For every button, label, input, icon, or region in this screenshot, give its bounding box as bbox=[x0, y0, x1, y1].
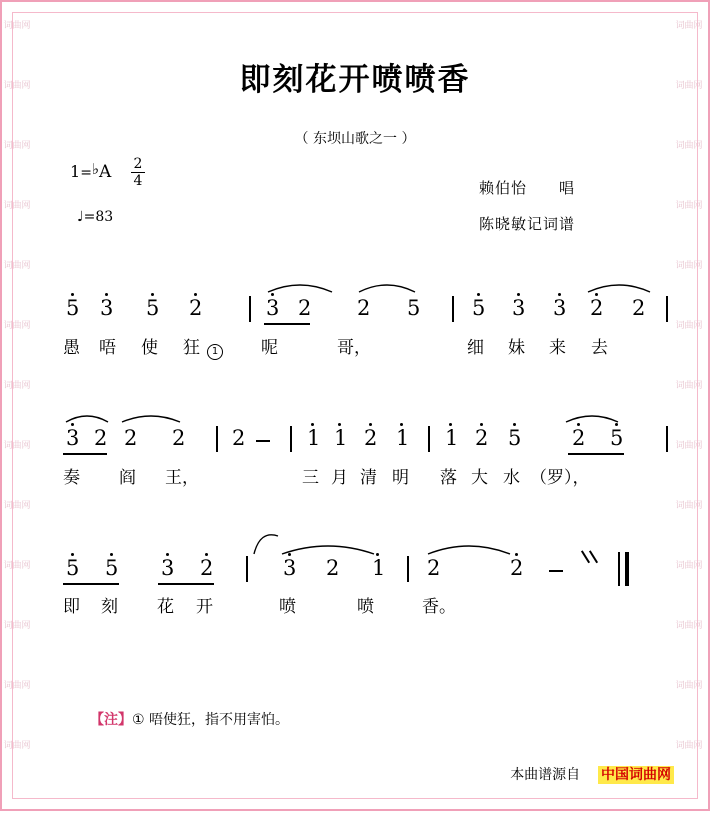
barline bbox=[290, 426, 292, 452]
slur bbox=[586, 278, 652, 294]
beam-underline bbox=[568, 453, 624, 455]
note: 3 bbox=[100, 296, 114, 320]
note: 5 bbox=[66, 296, 80, 320]
watermark-text: 词曲网 bbox=[675, 680, 703, 690]
watermark-text: 词曲网 bbox=[675, 500, 703, 510]
page-title: 即刻花开喷喷香 bbox=[239, 62, 471, 98]
note: 2 bbox=[357, 296, 371, 320]
lyric: 呢 bbox=[261, 338, 278, 358]
lyric: 落 bbox=[440, 468, 457, 488]
lyric: 阎 bbox=[119, 468, 136, 488]
key-signature-letter: A bbox=[99, 162, 112, 182]
watermark-text: 词曲网 bbox=[675, 140, 703, 150]
lyric: 奏 bbox=[63, 468, 80, 488]
octave-dot-above bbox=[369, 423, 372, 426]
watermark-text: 词曲网 bbox=[3, 200, 31, 210]
octave-dot-above bbox=[338, 423, 341, 426]
note: 2 bbox=[172, 426, 186, 450]
lyric: 三 bbox=[302, 468, 319, 488]
time-signature bbox=[131, 157, 145, 188]
barline bbox=[407, 556, 409, 582]
note: 3 bbox=[283, 556, 297, 580]
note: 2 bbox=[232, 426, 246, 450]
watermark-text: 词曲网 bbox=[675, 20, 703, 30]
lyric: 唔 bbox=[99, 338, 116, 358]
slur bbox=[564, 410, 620, 424]
note: 2 bbox=[364, 426, 378, 450]
watermark-text: 词曲网 bbox=[3, 80, 31, 90]
octave-dot-above bbox=[477, 293, 480, 296]
octave-dot-above bbox=[105, 293, 108, 296]
note: 1 bbox=[396, 426, 410, 450]
lyric: 清 bbox=[360, 468, 377, 488]
slur bbox=[252, 530, 282, 556]
octave-dot-above bbox=[194, 293, 197, 296]
lyric: 大 bbox=[471, 468, 488, 488]
lyric: 去 bbox=[591, 338, 608, 358]
barline bbox=[216, 426, 218, 452]
note: 2 bbox=[94, 426, 108, 450]
octave-dot-above bbox=[110, 553, 113, 556]
footer-source-label: 本曲谱源自 bbox=[510, 767, 581, 783]
watermark-text: 词曲网 bbox=[3, 320, 31, 330]
time-signature-beats: 2 bbox=[133, 156, 143, 172]
lyric: 明 bbox=[392, 468, 409, 488]
footnote bbox=[90, 709, 289, 729]
watermark-text: 词曲网 bbox=[3, 260, 31, 270]
slur bbox=[357, 278, 417, 294]
watermark-text: 词曲网 bbox=[3, 560, 31, 570]
beam-underline bbox=[158, 583, 214, 585]
tempo-marking: ♩=83 bbox=[77, 209, 114, 225]
credit-transcriber: 陈晓敏记词谱 bbox=[479, 215, 576, 233]
note-extension-dash bbox=[256, 440, 270, 442]
watermark-text: 词曲网 bbox=[675, 380, 703, 390]
note: 2 bbox=[475, 426, 489, 450]
note: 2 bbox=[189, 296, 203, 320]
octave-dot-above bbox=[71, 553, 74, 556]
octave-dot-above bbox=[166, 553, 169, 556]
octave-dot-above bbox=[311, 423, 314, 426]
time-signature-unit: 4 bbox=[133, 173, 143, 189]
barline bbox=[249, 296, 251, 322]
barline bbox=[246, 556, 248, 582]
octave-dot-above bbox=[271, 293, 274, 296]
lyric: 哥， bbox=[337, 338, 371, 358]
final-barline-thick bbox=[625, 552, 629, 586]
beam-underline bbox=[63, 583, 119, 585]
note: 3 bbox=[266, 296, 280, 320]
lyric: 喷 bbox=[279, 597, 296, 617]
note-extension-dash bbox=[549, 570, 563, 572]
note: 5 bbox=[146, 296, 160, 320]
watermark-text: 词曲网 bbox=[675, 620, 703, 630]
barline bbox=[428, 426, 430, 452]
note: 2 bbox=[427, 556, 441, 580]
lyric: （罗）， bbox=[530, 468, 590, 488]
lyric: 来 bbox=[549, 338, 566, 358]
watermark-text: 词曲网 bbox=[675, 200, 703, 210]
barline bbox=[452, 296, 454, 322]
watermark-text: 词曲网 bbox=[3, 440, 31, 450]
note: 1 bbox=[372, 556, 386, 580]
note: 3 bbox=[66, 426, 80, 450]
slur bbox=[280, 538, 376, 556]
octave-dot-above bbox=[615, 423, 618, 426]
octave-dot-above bbox=[513, 423, 516, 426]
octave-dot-above bbox=[151, 293, 154, 296]
octave-dot-above bbox=[595, 293, 598, 296]
lyric: 开 bbox=[196, 597, 213, 617]
watermark-text: 词曲网 bbox=[3, 140, 31, 150]
slur bbox=[64, 410, 110, 424]
octave-dot-above bbox=[71, 293, 74, 296]
watermark-text: 词曲网 bbox=[3, 680, 31, 690]
octave-dot-above bbox=[449, 423, 452, 426]
watermark-text: 词曲网 bbox=[675, 320, 703, 330]
note: 2 bbox=[124, 426, 138, 450]
octave-dot-above bbox=[71, 423, 74, 426]
key-signature-number: 1 bbox=[70, 162, 81, 181]
octave-dot-above bbox=[558, 293, 561, 296]
footnote-label: 【注】 bbox=[90, 712, 132, 728]
lyric: 妹 bbox=[508, 338, 525, 358]
lyric: 细 bbox=[467, 338, 484, 358]
flat-icon: ♭ bbox=[91, 160, 99, 178]
lyric: 月 bbox=[331, 468, 348, 488]
lyric: 即 bbox=[63, 597, 80, 617]
footer-brand-link[interactable]: 中国词曲网 bbox=[598, 766, 674, 784]
lyric: 水 bbox=[503, 468, 520, 488]
watermark-text: 词曲网 bbox=[3, 500, 31, 510]
note: 2 bbox=[200, 556, 214, 580]
watermark-text: 词曲网 bbox=[675, 560, 703, 570]
lyric: 狂 bbox=[183, 338, 200, 358]
watermark-text: 词曲网 bbox=[3, 380, 31, 390]
note: 2 bbox=[632, 296, 646, 320]
note: 3 bbox=[512, 296, 526, 320]
slur bbox=[266, 278, 334, 294]
final-barline-thin bbox=[618, 552, 620, 586]
note: 3 bbox=[161, 556, 175, 580]
lyric: 喷 bbox=[357, 597, 374, 617]
note: 1 bbox=[334, 426, 348, 450]
octave-dot-above bbox=[205, 553, 208, 556]
watermark-text: 词曲网 bbox=[3, 620, 31, 630]
lyric: 刻 bbox=[101, 597, 118, 617]
note: 2 bbox=[590, 296, 604, 320]
slur bbox=[426, 538, 512, 556]
note: 2 bbox=[572, 426, 586, 450]
key-signature-equals: = bbox=[80, 165, 92, 181]
footnote-marker-1: 1 bbox=[207, 344, 223, 360]
note: 1 bbox=[307, 426, 321, 450]
credit-singer: 赖伯怡 唱 bbox=[479, 179, 576, 197]
note: 5 bbox=[472, 296, 486, 320]
key-signature bbox=[70, 162, 111, 182]
footer bbox=[510, 764, 674, 784]
slur bbox=[120, 410, 182, 424]
octave-dot-above bbox=[515, 553, 518, 556]
watermark-text: 词曲网 bbox=[675, 740, 703, 750]
note: 2 bbox=[298, 296, 312, 320]
watermark-text: 词曲网 bbox=[675, 260, 703, 270]
note: 5 bbox=[66, 556, 80, 580]
octave-dot-above bbox=[376, 553, 379, 556]
note: 5 bbox=[610, 426, 624, 450]
watermark-text: 词曲网 bbox=[3, 740, 31, 750]
lyric: 使 bbox=[141, 338, 158, 358]
barline bbox=[666, 426, 668, 452]
note: 5 bbox=[105, 556, 119, 580]
octave-dot-above bbox=[517, 293, 520, 296]
lyric: 花 bbox=[157, 597, 174, 617]
octave-dot-above bbox=[480, 423, 483, 426]
beam-underline bbox=[264, 323, 310, 325]
note: 1 bbox=[445, 426, 459, 450]
lyric: 愚 bbox=[63, 338, 80, 358]
footnote-text: ① 唔使狂，指不用害怕。 bbox=[132, 712, 290, 728]
barline bbox=[666, 296, 668, 322]
octave-dot-above bbox=[400, 423, 403, 426]
note: 5 bbox=[508, 426, 522, 450]
note: 5 bbox=[407, 296, 421, 320]
watermark-text: 词曲网 bbox=[675, 80, 703, 90]
note: 3 bbox=[553, 296, 567, 320]
watermark-text: 词曲网 bbox=[3, 20, 31, 30]
lyric: 王， bbox=[165, 468, 199, 488]
page-subtitle: （ 东坝山歌之一 ） bbox=[294, 131, 416, 147]
lyric: 香。 bbox=[422, 597, 456, 617]
beam-underline bbox=[63, 453, 107, 455]
note: 2 bbox=[510, 556, 524, 580]
note: 2 bbox=[326, 556, 340, 580]
octave-dot-above bbox=[577, 423, 580, 426]
watermark-text: 词曲网 bbox=[675, 440, 703, 450]
octave-dot-above bbox=[288, 553, 291, 556]
